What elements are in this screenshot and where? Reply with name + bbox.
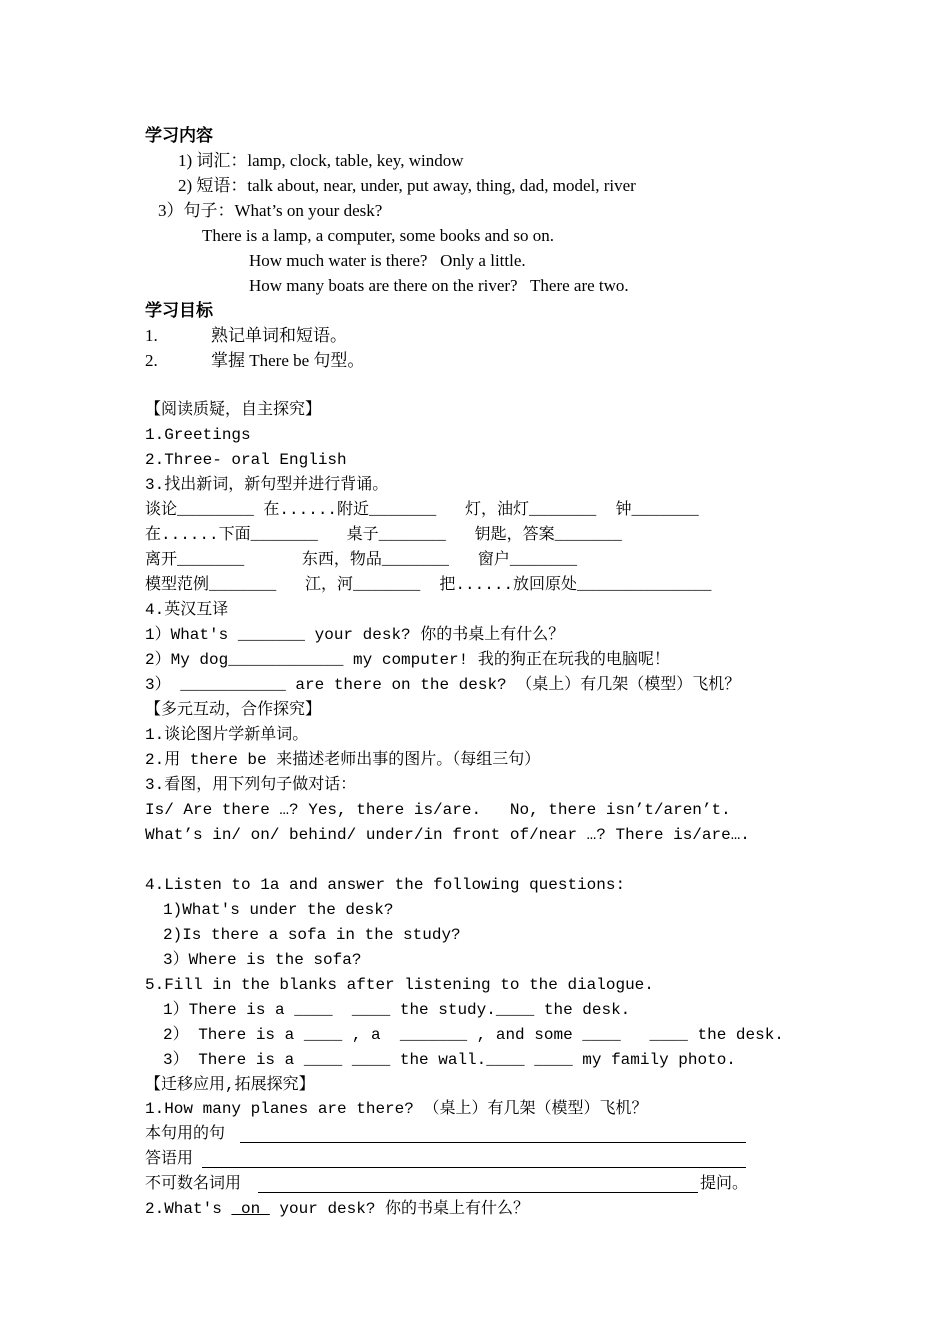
answer-prompt: 答语用 <box>145 1150 194 1168</box>
part1-line: 3.找出新词，新句型并进行背诵。 <box>145 476 389 494</box>
answer-prompt: 不可数名词用 <box>145 1175 242 1193</box>
vocab-blank-row: 模型范例_______ 江，河_______ 把......放回原处______________ <box>145 576 712 594</box>
translation-item: 1）What's _______ your desk? 你的书桌上有什么？ <box>145 626 565 644</box>
part2-line: 5.Fill in the blanks after listening to the dialogue. <box>145 976 654 994</box>
translation-item: 3） ___________ are there on the desk? （桌上）有几架（模型）飞机？ <box>145 676 741 694</box>
sentences-label: 3）句子：What’s on your desk? <box>158 201 383 220</box>
vocab-blank-row: 在......下面_______ 桌子_______ 钥匙，答案_______ <box>145 526 622 544</box>
answer-prompt: 本句用的句 <box>145 1125 226 1143</box>
sentence-example: There is a lamp, a computer, some books and so on. <box>202 226 554 245</box>
goal-text: 熟记单词和短语。 <box>211 326 347 345</box>
part1-heading: 【阅读质疑，自主探究】 <box>145 401 322 419</box>
answer-suffix: 提问。 <box>700 1175 749 1193</box>
answer-line[interactable] <box>240 1142 746 1143</box>
goal-number: 1. <box>145 326 158 345</box>
part2-line: 4.Listen to 1a and answer the following questions: <box>145 876 626 894</box>
part1-line: 1.Greetings <box>145 426 251 444</box>
question-prefix: 2.What's <box>145 1200 232 1218</box>
phrases-line: 2) 短语：talk about, near, under, put away, thing, dad, model, river <box>178 176 636 195</box>
fill-blank-item: 1）There is a ____ ____ the study.____ the desk. <box>163 1001 631 1019</box>
dialogue-pattern: Is/ Are there …? Yes, there is/are. No, there isn’t/aren’t. <box>145 801 731 819</box>
part2-line: 2.用 there be 来描述老师出事的图片。（每组三句） <box>145 751 541 769</box>
listening-question: 3）Where is the sofa? <box>163 951 362 969</box>
listening-question: 1)What's under the desk? <box>163 901 394 919</box>
translation-item: 2）My dog____________ my computer! 我的狗正在玩我的电脑呢！ <box>145 651 670 669</box>
part2-line: 1.谈论图片学新单词。 <box>145 726 309 744</box>
sentence-example: How many boats are there on the river? There are two. <box>249 276 629 295</box>
question-suffix: your desk? 你的书桌上有什么？ <box>269 1200 530 1218</box>
part2-heading: 【多元互动，合作探究】 <box>145 701 322 719</box>
section-heading-goals: 学习目标 <box>145 301 213 320</box>
dialogue-pattern: What’s in/ on/ behind/ under/in front of/near …? There is/are…. <box>145 826 750 844</box>
part1-line: 4.英汉互译 <box>145 601 229 619</box>
vocab-line: 1) 词汇：lamp, clock, table, key, window <box>178 151 464 170</box>
part3-heading: 【迁移应用,拓展探究】 <box>145 1076 315 1094</box>
fill-blank-item: 2） There is a ____ , a _______ , and some ____ ____ the desk. <box>163 1026 784 1044</box>
sentence-example: How much water is there? Only a little. <box>249 251 526 270</box>
answer-line[interactable] <box>258 1192 698 1193</box>
vocab-blank-row: 谈论________ 在......附近_______ 灯，油灯_______ 钟_______ <box>145 501 699 519</box>
listening-question: 2)Is there a sofa in the study? <box>163 926 461 944</box>
answer-line[interactable] <box>202 1167 746 1168</box>
part3-line: 1.How many planes are there? （桌上）有几架（模型）飞机？ <box>145 1100 648 1118</box>
part1-line: 2.Three- oral English <box>145 451 347 469</box>
section-heading-content: 学习内容 <box>145 126 213 145</box>
fill-blank-item: 3） There is a ____ ____ the wall.____ ____ my family photo. <box>163 1051 736 1069</box>
part3-line <box>145 1198 529 1220</box>
goal-text: 掌握 There be 句型。 <box>211 351 365 370</box>
goal-number: 2. <box>145 351 158 370</box>
vocab-blank-row: 离开_______ 东西，物品_______ 窗户_______ <box>145 551 578 569</box>
part2-line: 3.看图，用下列句子做对话： <box>145 776 357 794</box>
filled-answer: on <box>231 1200 270 1218</box>
